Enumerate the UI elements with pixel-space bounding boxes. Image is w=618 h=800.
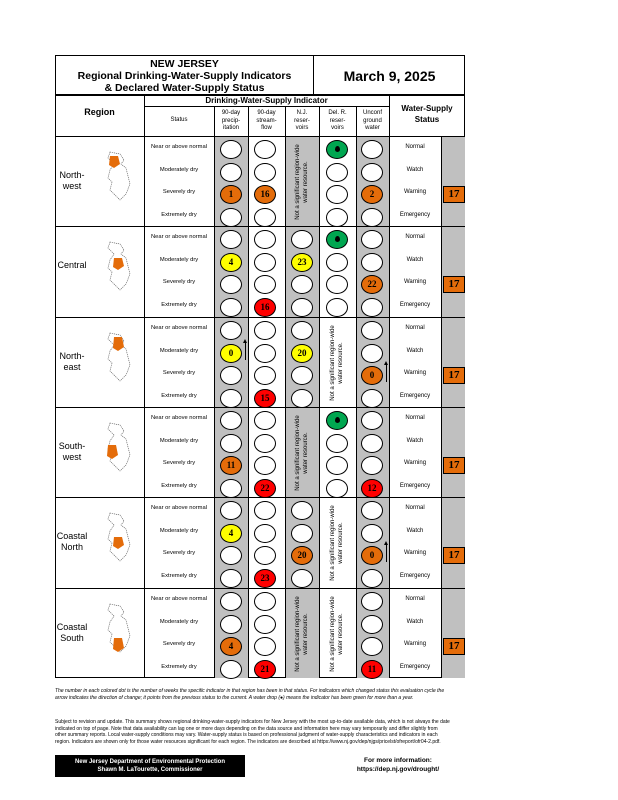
region-name-northeast	[50, 351, 94, 373]
indicator-dot-northwest-gw-3	[361, 208, 383, 227]
v-line-c4	[356, 106, 357, 678]
status-label-northeast-2: Severely dry	[162, 370, 196, 377]
ws-label-northeast-3: Emergency	[399, 392, 431, 399]
indicator-dot-southwest-gw-3: 12	[361, 479, 383, 498]
indicator-dot-northwest-precip-3	[220, 208, 242, 227]
ws-label-northeast-2: Warning	[403, 370, 427, 377]
col-head-gw-2: ground	[363, 117, 382, 124]
not-significant-line-1: Not a significant region-wide	[330, 596, 336, 672]
region-name-coastal-south	[50, 622, 94, 644]
indicator-dot-coastal-north-stream-3: 23	[254, 569, 276, 588]
col-head-precip-1: 90-day	[221, 110, 241, 116]
ws-label-central-3: Emergency	[399, 301, 431, 308]
title-line-3: & Declared Water-Supply Status	[104, 82, 265, 94]
ws-badge-northeast: 17	[443, 367, 465, 384]
indicator-dot-coastal-north-gw-1	[361, 524, 383, 543]
status-label-southwest-0: Near or above normal	[150, 415, 208, 421]
status-label-central-3: Extremely dry	[161, 301, 197, 308]
indicator-dot-coastal-south-precip-3	[220, 660, 242, 679]
indicator-dot-southwest-del-1	[326, 434, 348, 453]
region-name-line-2: east	[63, 362, 81, 372]
ws-status-head-1: Water-Supply	[401, 104, 453, 113]
v-line-region	[144, 95, 145, 678]
indicator-dot-coastal-north-stream-1	[254, 524, 276, 543]
indicator-dot-central-del-3	[326, 298, 348, 317]
indicator-dot-coastal-south-precip-0	[220, 592, 242, 611]
not-significant-line-1: Not a significant region-wide	[330, 325, 336, 401]
indicator-dot-central-gw-0	[361, 230, 383, 249]
region-name-line-1: South-	[58, 441, 86, 451]
col-head-nj-res	[285, 110, 319, 133]
not-significant-line-1: Not a significant region-wide	[330, 505, 336, 581]
indicator-dot-southwest-precip-0	[220, 411, 242, 430]
status-label-coastal-south-0: Near or above normal	[150, 596, 208, 602]
region-name-line-1: North-	[59, 351, 85, 361]
indicator-dot-coastal-north-nj-1	[291, 524, 313, 543]
indicator-dot-northeast-nj-3	[291, 389, 313, 408]
status-label-southwest-3: Extremely dry	[161, 482, 197, 489]
ws-badge-central: 17	[443, 276, 465, 293]
col-head-nj-res-1: N.J.	[296, 110, 308, 116]
indicator-dot-northwest-gw-0	[361, 140, 383, 159]
region-name-coastal-north	[50, 531, 94, 553]
region-name-line-1: Coastal	[56, 622, 88, 632]
indicator-dot-northwest-del-0	[326, 140, 348, 159]
not-significant-line-1: Not a significant region-wide	[295, 415, 301, 491]
report-header	[55, 55, 465, 95]
indicator-dot-northeast-stream-3: 15	[254, 389, 276, 408]
indicator-dot-coastal-south-precip-1	[220, 615, 242, 634]
water-drop-icon	[335, 146, 340, 152]
indicator-dot-coastal-north-gw-2: 0	[361, 546, 383, 565]
not-significant-coastal-north-del	[329, 498, 345, 588]
col-head-stream-2: stream-	[256, 117, 277, 124]
indicator-dot-southwest-del-0	[326, 411, 348, 430]
footer-commissioner: Shawn M. LaTourette, Commissioner	[97, 767, 203, 773]
indicator-dot-central-del-1	[326, 253, 348, 272]
indicator-dot-central-del-0	[326, 230, 348, 249]
nj-map-northwest-icon	[104, 150, 134, 200]
region-name-southwest	[50, 441, 94, 463]
col-head-precip-3: itation	[222, 125, 239, 131]
indicator-dot-central-gw-1	[361, 253, 383, 272]
title-line-2: Regional Drinking-Water-Supply Indicators	[77, 70, 292, 82]
indicator-dot-northeast-gw-1	[361, 344, 383, 363]
indicator-dot-northeast-gw-3	[361, 389, 383, 408]
region-name-line-2: North	[60, 542, 83, 552]
col-head-precip	[214, 110, 248, 133]
report-title	[56, 56, 314, 96]
indicator-dot-coastal-north-precip-3	[220, 569, 242, 588]
status-label-coastal-north-2: Severely dry	[162, 550, 196, 557]
status-label-northwest-1: Moderately dry	[159, 166, 199, 173]
indicator-dot-southwest-del-3	[326, 479, 348, 498]
indicator-dot-northwest-stream-1	[254, 163, 276, 182]
indicator-dot-central-nj-3	[291, 298, 313, 317]
col-head-nj-res-3: voirs	[295, 125, 309, 131]
not-significant-line-2: water resource.	[303, 432, 309, 474]
indicator-dot-coastal-north-nj-2: 20	[291, 546, 313, 565]
indicator-dot-northwest-stream-3	[254, 208, 276, 227]
ws-label-southwest-3: Emergency	[399, 482, 431, 489]
nj-map-coastal-north-icon	[104, 511, 134, 561]
not-significant-line-2: water resource.	[338, 522, 344, 564]
indicator-dot-southwest-stream-1	[254, 434, 276, 453]
ws-label-central-0: Normal	[405, 234, 425, 240]
ws-label-southwest-0: Normal	[405, 415, 425, 421]
ws-badge-coastal-south: 17	[443, 638, 465, 655]
ws-label-coastal-south-2: Warning	[403, 641, 427, 648]
status-label-southwest-1: Moderately dry	[159, 437, 199, 444]
col-head-gw	[356, 110, 389, 133]
indicator-dot-northeast-precip-1: 0	[220, 344, 242, 363]
indicator-dot-coastal-north-gw-0	[361, 501, 383, 520]
indicator-dot-northeast-precip-3	[220, 389, 242, 408]
indicator-dot-southwest-precip-2: 11	[220, 456, 242, 475]
status-label-northwest-0: Near or above normal	[150, 144, 208, 150]
change-arrow-northeast-gw-icon	[386, 364, 387, 382]
indicator-dot-coastal-north-stream-0	[254, 501, 276, 520]
change-arrow-coastal-north-gw-icon	[386, 544, 387, 562]
indicator-dot-coastal-south-gw-3: 11	[361, 660, 383, 679]
ws-label-central-1: Watch	[406, 256, 424, 263]
indicator-dot-coastal-south-precip-2: 4	[220, 637, 242, 656]
indicator-dot-central-stream-0	[254, 230, 276, 249]
indicator-dot-northwest-del-3	[326, 208, 348, 227]
col-head-nj-res-2: reser-	[294, 117, 310, 124]
sep-2	[55, 317, 465, 318]
indicator-dot-northwest-stream-0	[254, 140, 276, 159]
region-name-line-2: west	[62, 452, 82, 462]
status-label-central-0: Near or above normal	[150, 234, 208, 240]
indicator-dot-central-gw-2: 22	[361, 275, 383, 294]
status-label-central-2: Severely dry	[162, 279, 196, 286]
title-line-1: NEW JERSEY	[150, 58, 219, 70]
col-head-stream	[248, 110, 285, 133]
indicator-dot-northeast-stream-1	[254, 344, 276, 363]
indicator-dot-central-precip-3	[220, 298, 242, 317]
indicator-dot-northwest-precip-1	[220, 163, 242, 182]
v-line-status	[214, 106, 215, 678]
status-label-northeast-3: Extremely dry	[161, 392, 197, 399]
disclaimer-note: Subject to revision and update. This summary shows regional drinking-water-supply indicators for New Jersey with the most up-to-date available data, which is not always the date indicated on top of page. Note that data availability can lag one or more days depending on the data source and information here may vary temporarily and differ slightly from other summary reports. Local water-supply conditions may vary. Water-supply status is based on professional judgment of water-supply characteristics and indicators in each region. Indicators are shown only for those water resources significant for each region. The indicators are described at https://www.nj.gov/dep/njgs/pricelst/ofreport/ofr04-2.pdf.	[55, 719, 450, 745]
indicator-dot-northeast-stream-0	[254, 321, 276, 340]
not-significant-northwest-nj	[294, 137, 310, 227]
nj-map-northeast-icon	[104, 331, 134, 381]
indicator-dot-northeast-gw-0	[361, 321, 383, 340]
ws-status-head-2: Status	[414, 115, 440, 124]
not-significant-line-1: Not a significant region-wide	[295, 144, 301, 220]
indicator-dot-central-nj-1: 23	[291, 253, 313, 272]
col-head-del-res-3: voirs	[331, 125, 344, 131]
indicator-dot-northeast-gw-2: 0	[361, 366, 383, 385]
col-head-del-res-2: reser-	[329, 117, 346, 124]
ws-badge-northwest: 17	[443, 186, 465, 203]
change-arrow-northeast-precip-icon	[245, 342, 246, 360]
col-head-del-res-1: Del. R.	[328, 110, 347, 116]
ws-label-coastal-south-3: Emergency	[399, 663, 431, 670]
indicator-dot-northwest-gw-1	[361, 163, 383, 182]
status-label-coastal-north-3: Extremely dry	[161, 572, 197, 579]
indicator-dot-coastal-south-stream-0	[254, 592, 276, 611]
ws-label-northeast-1: Watch	[406, 347, 424, 354]
status-label-northwest-2: Severely dry	[162, 189, 196, 196]
col-head-stream-3: flow	[261, 125, 272, 131]
ws-label-southwest-2: Warning	[403, 460, 427, 467]
ws-badge-coastal-north: 17	[443, 547, 465, 564]
v-line-c3	[319, 106, 320, 678]
indicator-dot-coastal-north-gw-3	[361, 569, 383, 588]
nj-map-coastal-south-icon	[104, 602, 134, 652]
region-name-northwest	[50, 170, 94, 192]
footer-info	[328, 756, 468, 774]
region-name-line-1: Coastal	[56, 531, 88, 541]
status-label-northeast-0: Near or above normal	[150, 325, 208, 331]
indicator-dot-coastal-north-nj-3	[291, 569, 313, 588]
v-line-ws	[389, 95, 390, 678]
region-name-line-1: North-	[59, 170, 85, 180]
status-head: Status	[170, 117, 188, 123]
indicator-dot-northwest-del-1	[326, 163, 348, 182]
region-name-line-1: Central	[57, 260, 87, 270]
ws-label-northwest-2: Warning	[403, 189, 427, 196]
indicator-dot-northwest-precip-0	[220, 140, 242, 159]
indicator-dot-central-stream-3: 16	[254, 298, 276, 317]
not-significant-line-2: water resource.	[303, 613, 309, 655]
not-significant-line-2: water resource.	[338, 342, 344, 384]
indicator-dot-coastal-south-stream-3: 21	[254, 660, 276, 679]
sep-5	[55, 588, 465, 589]
legend-note: The number in each colored dot is the number of weeks the specific indicator in that region has been in that status. For indicators which changed status this evaluation cycle the arrow indicates the direction of change; it points from the previous status to the current. A water drop (●) means the indicator has been green for more than a year.	[55, 688, 445, 701]
region-name-central	[50, 260, 94, 271]
indicator-dot-coastal-north-nj-0	[291, 501, 313, 520]
indicator-head-line	[144, 106, 389, 107]
indicator-dot-central-gw-3	[361, 298, 383, 317]
status-label-coastal-south-1: Moderately dry	[159, 618, 199, 625]
water-drop-icon	[335, 417, 340, 423]
not-significant-line-2: water resource.	[338, 613, 344, 655]
ws-label-northeast-0: Normal	[405, 325, 425, 331]
indicator-dot-central-nj-0	[291, 230, 313, 249]
indicator-dot-southwest-stream-3: 22	[254, 479, 276, 498]
indicator-dot-coastal-north-precip-1: 4	[220, 524, 242, 543]
indicator-dot-northwest-stream-2: 16	[254, 185, 276, 204]
not-significant-northeast-del	[329, 318, 345, 408]
status-label-coastal-south-2: Severely dry	[162, 641, 196, 648]
region-head: Region	[84, 107, 115, 117]
ws-label-coastal-north-2: Warning	[403, 550, 427, 557]
col-head-gw-1: Unconf	[362, 110, 382, 116]
not-significant-line-2: water resource.	[303, 161, 309, 203]
indicator-dot-coastal-south-gw-1	[361, 615, 383, 634]
region-name-line-2: west	[62, 181, 82, 191]
ws-label-coastal-north-3: Emergency	[399, 572, 431, 579]
ws-badge-southwest: 17	[443, 457, 465, 474]
status-label-central-1: Moderately dry	[159, 256, 199, 263]
footer-agency	[55, 755, 245, 777]
status-label-northeast-1: Moderately dry	[159, 347, 199, 354]
report-date: March 9, 2025	[343, 68, 436, 84]
footer-info-label: For more information:	[364, 757, 432, 764]
indicator-dot-coastal-south-stream-1	[254, 615, 276, 634]
indicator-dot-central-stream-1	[254, 253, 276, 272]
ws-label-coastal-north-1: Watch	[406, 527, 424, 534]
not-significant-southwest-nj	[294, 408, 310, 498]
status-label-northwest-3: Extremely dry	[161, 211, 197, 218]
ws-label-coastal-south-0: Normal	[405, 596, 425, 602]
indicator-dot-southwest-stream-0	[254, 411, 276, 430]
indicator-dot-southwest-gw-0	[361, 411, 383, 430]
ws-label-northwest-1: Watch	[406, 166, 424, 173]
ws-label-northwest-0: Normal	[405, 144, 425, 150]
indicator-group-head: Drinking-Water-Supply Indicator	[205, 96, 328, 105]
water-drop-icon	[335, 236, 340, 242]
indicator-dot-coastal-north-precip-0	[220, 501, 242, 520]
indicator-dot-northeast-precip-0	[220, 321, 242, 340]
indicator-dot-southwest-precip-1	[220, 434, 242, 453]
ws-status-head	[389, 103, 465, 125]
nj-map-central-icon	[104, 240, 134, 290]
footer-info-url[interactable]: https://dep.nj.gov/drought/	[356, 766, 440, 773]
head-bottom-line	[55, 136, 465, 137]
indicator-dot-southwest-precip-3	[220, 479, 242, 498]
not-significant-line-1: Not a significant region-wide	[295, 596, 301, 672]
indicator-dot-central-precip-1: 4	[220, 253, 242, 272]
ws-label-coastal-south-1: Watch	[406, 618, 424, 625]
nj-map-southwest-icon	[104, 421, 134, 471]
ws-label-southwest-1: Watch	[406, 437, 424, 444]
indicator-dot-northeast-nj-1: 20	[291, 344, 313, 363]
ws-label-central-2: Warning	[403, 279, 427, 286]
not-significant-coastal-south-nj	[294, 589, 310, 679]
col-head-gw-3: water	[365, 125, 380, 131]
status-label-coastal-north-0: Near or above normal	[150, 505, 208, 511]
ws-label-northwest-3: Emergency	[399, 211, 431, 218]
indicator-dot-coastal-south-gw-0	[361, 592, 383, 611]
col-head-stream-1: 90-day	[257, 110, 276, 116]
region-name-line-2: South	[60, 633, 84, 643]
indicator-dot-central-precip-0	[220, 230, 242, 249]
v-line-c1	[248, 106, 249, 678]
col-head-del-res	[319, 110, 356, 133]
status-label-southwest-2: Severely dry	[162, 460, 196, 467]
status-label-coastal-south-3: Extremely dry	[161, 663, 197, 670]
ws-label-coastal-north-0: Normal	[405, 505, 425, 511]
indicator-dot-southwest-gw-1	[361, 434, 383, 453]
status-label-coastal-north-1: Moderately dry	[159, 527, 199, 534]
v-line-c2	[285, 106, 286, 678]
indicator-dot-northwest-gw-2: 2	[361, 185, 383, 204]
not-significant-coastal-south-del	[329, 589, 345, 679]
col-head-precip-2: precip-	[221, 117, 241, 124]
indicator-dot-northwest-precip-2: 1	[220, 185, 242, 204]
footer-dept: New Jersey Department of Environmental Protection	[74, 759, 226, 765]
indicator-dot-northeast-nj-0	[291, 321, 313, 340]
